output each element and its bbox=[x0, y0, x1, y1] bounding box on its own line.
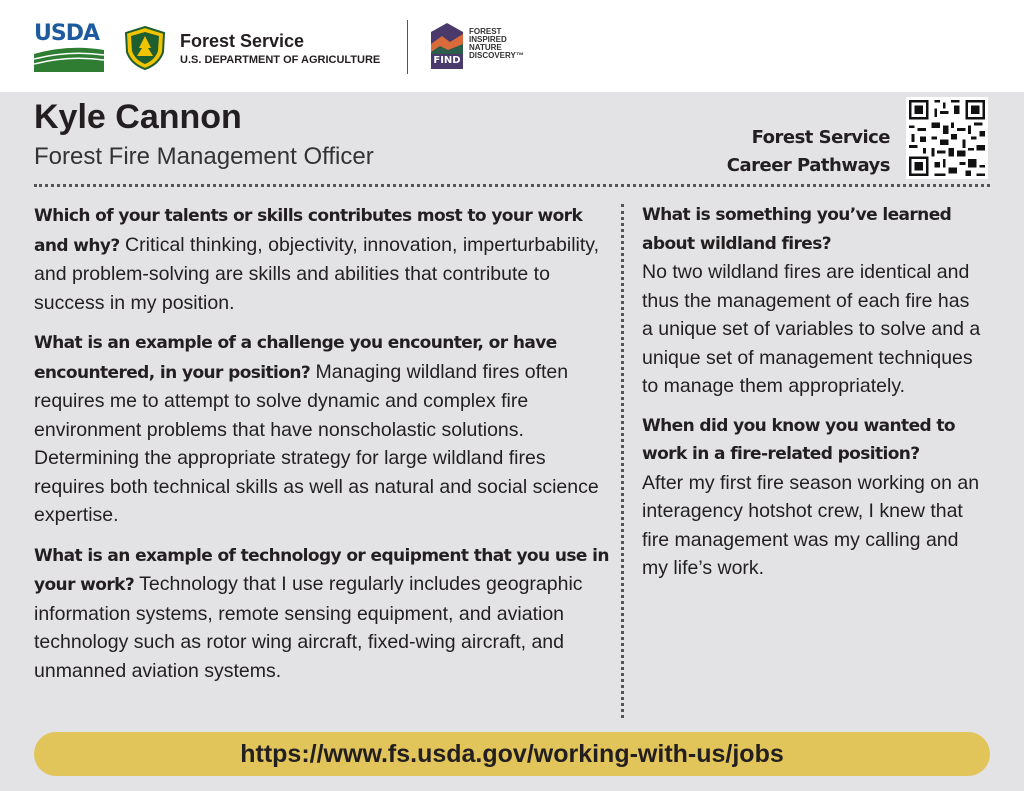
header-dotted-divider bbox=[34, 184, 990, 187]
pathways-line: Forest Service bbox=[751, 127, 890, 148]
usda-logo[interactable] bbox=[34, 22, 104, 72]
jobs-url-link[interactable]: https://www.fs.usda.gov/working-with-us/jobs bbox=[34, 732, 990, 776]
answer: Critical thinking, objectivity, innovation, imperturbability, and problem-solving are skills and abilities that contribute to success in my position. bbox=[34, 233, 600, 314]
right-column bbox=[642, 201, 982, 594]
profile-name: Kyle Cannon bbox=[34, 98, 242, 136]
agency-name: Forest Service bbox=[180, 31, 305, 51]
find-logo-wordmark bbox=[469, 28, 559, 60]
find-line: FOREST bbox=[469, 27, 502, 36]
find-line: DISCOVERY™ bbox=[469, 51, 524, 60]
qa-item bbox=[34, 541, 614, 686]
find-logo-text: FIND bbox=[433, 55, 461, 66]
qa-item bbox=[642, 201, 982, 401]
question: What is something you’ve learned about wildland fires? bbox=[642, 205, 952, 254]
question: When did you know you wanted to work in a fire-related position? bbox=[642, 415, 955, 464]
qa-item bbox=[34, 328, 614, 530]
header-divider bbox=[407, 20, 408, 74]
answer: Technology that I use regularly includes geographic information systems, remote sensing equipment, and aviation technology such as rotor wing aircraft, fixed-wing aircraft, and unmanned aviation systems. bbox=[34, 573, 583, 682]
header-band bbox=[0, 0, 1024, 92]
forest-service-shield-icon bbox=[124, 26, 166, 70]
profile-job-title: Forest Fire Management Officer bbox=[34, 143, 374, 170]
usda-logo-text: USDA bbox=[34, 21, 99, 46]
column-dotted-divider bbox=[621, 204, 624, 718]
career-pathways-label bbox=[727, 124, 890, 180]
question: What is an example of a challenge you encounter, or have encountered, in your position? bbox=[34, 333, 557, 383]
answer: No two wildland fires are identical and thus the management of each fire has a unique set of variables to solve and a unique set of management techniques to manage them appropriately. bbox=[642, 261, 981, 397]
find-line: NATURE bbox=[469, 43, 502, 52]
left-column bbox=[34, 201, 614, 696]
answer: Managing wildland fires often requires me to attempt to solve dynamic and complex fire environment problems that have nonscholastic solutions. Determining the appropriate strategy for large wildland fires requires both technical skills as well as natural and social science expertise. bbox=[34, 360, 599, 526]
find-line: INSPIRED bbox=[469, 35, 507, 44]
answer: After my first fire season working on an interagency hotshot crew, I knew that fire management was my calling and my life’s work. bbox=[642, 471, 980, 579]
question: What is an example of technology or equipment that you use in your work? bbox=[34, 545, 609, 595]
qa-item bbox=[642, 412, 982, 583]
department-name: U.S. DEPARTMENT OF AGRICULTURE bbox=[180, 54, 381, 66]
question: Which of your talents or skills contributes most to your work and why? bbox=[34, 206, 583, 256]
pathways-line: Career Pathways bbox=[726, 155, 890, 176]
qa-item bbox=[34, 201, 614, 317]
qr-code-icon[interactable] bbox=[906, 97, 988, 179]
find-logo-icon[interactable] bbox=[430, 22, 464, 70]
usda-hill-icon bbox=[34, 46, 104, 72]
